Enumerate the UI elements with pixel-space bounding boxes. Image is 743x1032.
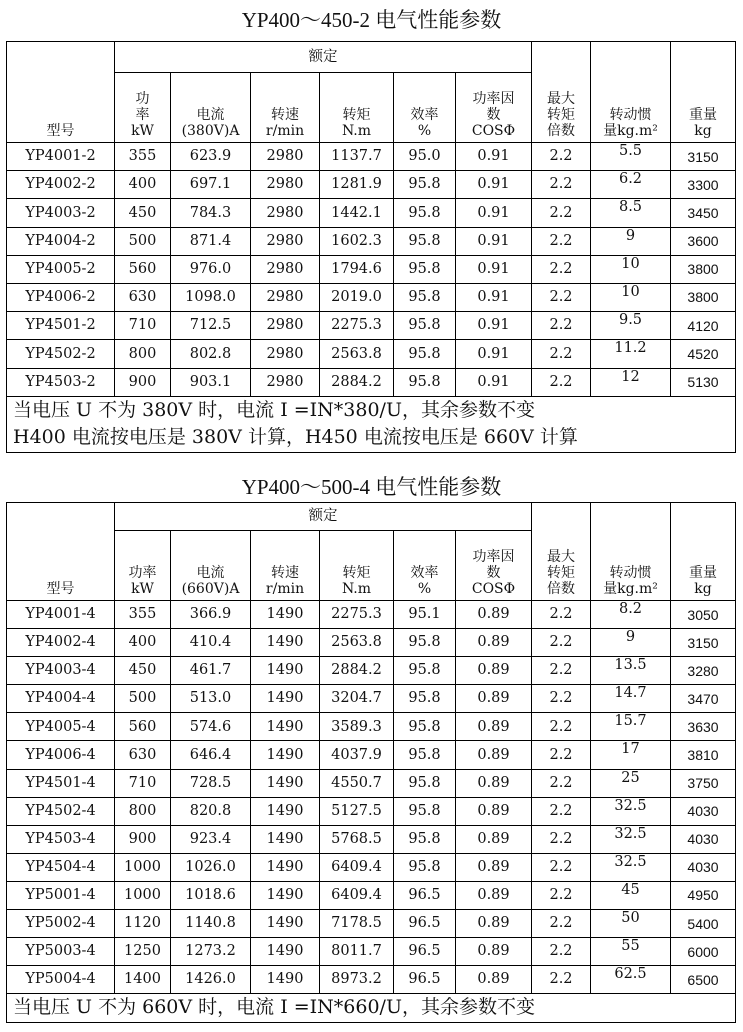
table-cell: 1140.8 bbox=[171, 910, 251, 938]
table-row bbox=[7, 966, 736, 994]
table-cell: 6500 bbox=[671, 966, 736, 994]
table-row bbox=[7, 853, 736, 881]
table-cell: 500 bbox=[115, 685, 171, 713]
header-weight: 重量 kg bbox=[671, 503, 736, 601]
table-cell: 630 bbox=[115, 283, 171, 311]
table-cell: 820.8 bbox=[171, 797, 251, 825]
table-cell: 2.2 bbox=[532, 601, 591, 629]
table-row bbox=[7, 938, 736, 966]
table1-note-1: 当电压 U 不为 380V 时，电流 I =IN*380/U，其余参数不变 bbox=[7, 396, 736, 424]
table-cell: 450 bbox=[115, 657, 171, 685]
table-cell: YP4006-2 bbox=[7, 283, 115, 311]
table-cell: 95.8 bbox=[394, 255, 456, 283]
table-cell: 802.8 bbox=[171, 340, 251, 368]
table-cell: 95.8 bbox=[394, 340, 456, 368]
table-cell: 2.2 bbox=[532, 283, 591, 311]
table-cell: 697.1 bbox=[171, 171, 251, 199]
table-cell: 5130 bbox=[671, 368, 736, 396]
table-cell: 976.0 bbox=[171, 255, 251, 283]
table-cell: 3280 bbox=[671, 657, 736, 685]
table-cell: 0.89 bbox=[456, 685, 532, 713]
table-cell: 3750 bbox=[671, 769, 736, 797]
table-cell: 800 bbox=[115, 797, 171, 825]
table-cell: 1018.6 bbox=[171, 881, 251, 909]
table-cell: 3470 bbox=[671, 685, 736, 713]
table-cell: 1273.2 bbox=[171, 938, 251, 966]
table-cell: 2.2 bbox=[532, 171, 591, 199]
table-cell: 2980 bbox=[251, 255, 320, 283]
table2 bbox=[6, 502, 736, 1023]
table-cell: 2.2 bbox=[532, 797, 591, 825]
table1-body bbox=[7, 143, 736, 397]
header-efficiency: 效率 % bbox=[394, 73, 456, 143]
table-cell: 3630 bbox=[671, 713, 736, 741]
table-cell: 574.6 bbox=[171, 713, 251, 741]
header-rated: 额定 bbox=[115, 503, 532, 531]
table-cell: 1490 bbox=[251, 910, 320, 938]
table-cell: 560 bbox=[115, 713, 171, 741]
table-cell: 1490 bbox=[251, 825, 320, 853]
table-cell: 1400 bbox=[115, 966, 171, 994]
table-cell: 95.8 bbox=[394, 713, 456, 741]
table-cell: 0.89 bbox=[456, 713, 532, 741]
table-cell: 500 bbox=[115, 227, 171, 255]
table-cell: 3150 bbox=[671, 629, 736, 657]
table-cell: 1137.7 bbox=[320, 143, 394, 171]
table-cell: 95.8 bbox=[394, 853, 456, 881]
table-cell: 0.89 bbox=[456, 825, 532, 853]
table-cell: 1098.0 bbox=[171, 283, 251, 311]
table-cell: 2.2 bbox=[532, 340, 591, 368]
header-torque: 转矩 N.m bbox=[320, 531, 394, 601]
table-cell: 95.8 bbox=[394, 797, 456, 825]
table-cell: 2.2 bbox=[532, 825, 591, 853]
table2-body bbox=[7, 601, 736, 994]
table-cell: 5768.5 bbox=[320, 825, 394, 853]
table-cell: 2884.2 bbox=[320, 657, 394, 685]
header-rated: 额定 bbox=[115, 42, 532, 73]
table-cell: 32.5 bbox=[591, 825, 671, 853]
header-model: 型号 bbox=[7, 42, 115, 143]
table-cell: 6409.4 bbox=[320, 853, 394, 881]
table2-title: YP400～500-4 电气性能参数 bbox=[241, 475, 502, 499]
table-cell: 2563.8 bbox=[320, 629, 394, 657]
table-cell: 15.7 bbox=[591, 713, 671, 741]
table-cell: 646.4 bbox=[171, 741, 251, 769]
table-cell: 2.2 bbox=[532, 938, 591, 966]
table-cell: 1026.0 bbox=[171, 853, 251, 881]
table-cell: YP4002-4 bbox=[7, 629, 115, 657]
table-row bbox=[7, 171, 736, 199]
header-speed: 转速 r/min bbox=[251, 531, 320, 601]
table-cell: 12 bbox=[591, 368, 671, 396]
table-cell: 5.5 bbox=[591, 143, 671, 171]
table-cell: 95.8 bbox=[394, 283, 456, 311]
table2-note-1: 当电压 U 不为 660V 时，电流 I =IN*660/U，其余参数不变 bbox=[7, 994, 736, 1023]
table-cell: 2.2 bbox=[532, 853, 591, 881]
header-power-factor: 功率因 数 COSΦ bbox=[456, 531, 532, 601]
table-cell: 2275.3 bbox=[320, 312, 394, 340]
table-cell: 1000 bbox=[115, 881, 171, 909]
table-cell: 2.2 bbox=[532, 368, 591, 396]
table-cell: 1490 bbox=[251, 713, 320, 741]
table-cell: YP4003-2 bbox=[7, 199, 115, 227]
table-cell: 2980 bbox=[251, 171, 320, 199]
table-cell: 2980 bbox=[251, 368, 320, 396]
table-cell: 366.9 bbox=[171, 601, 251, 629]
table-cell: 14.7 bbox=[591, 685, 671, 713]
table-cell: 50 bbox=[591, 910, 671, 938]
table-cell: 3800 bbox=[671, 255, 736, 283]
table-cell: 0.89 bbox=[456, 853, 532, 881]
table-cell: 25 bbox=[591, 769, 671, 797]
table-cell: 871.4 bbox=[171, 227, 251, 255]
table-cell: 2.2 bbox=[532, 227, 591, 255]
table-cell: 623.9 bbox=[171, 143, 251, 171]
table-row bbox=[7, 283, 736, 311]
table1-title: YP400～450-2 电气性能参数 bbox=[241, 8, 502, 32]
table-cell: 9 bbox=[591, 227, 671, 255]
table-cell: 6.2 bbox=[591, 171, 671, 199]
table-cell: YP4006-4 bbox=[7, 741, 115, 769]
table-cell: 95.8 bbox=[394, 227, 456, 255]
table-cell: 2.2 bbox=[532, 713, 591, 741]
table-cell: 2980 bbox=[251, 143, 320, 171]
table-cell: 1794.6 bbox=[320, 255, 394, 283]
table-cell: 6409.4 bbox=[320, 881, 394, 909]
table-cell: 45 bbox=[591, 881, 671, 909]
table-cell: 95.8 bbox=[394, 825, 456, 853]
table-cell: 355 bbox=[115, 143, 171, 171]
header-power: 功率 kW bbox=[115, 531, 171, 601]
table-row bbox=[7, 340, 736, 368]
header-model: 型号 bbox=[7, 503, 115, 601]
table-cell: 10 bbox=[591, 283, 671, 311]
table-cell: 32.5 bbox=[591, 853, 671, 881]
table-cell: 55 bbox=[591, 938, 671, 966]
header-inertia: 转动惯 量kg.m² bbox=[591, 42, 671, 143]
table-cell: 0.91 bbox=[456, 312, 532, 340]
header-power-factor: 功率因 数 COSΦ bbox=[456, 73, 532, 143]
table-cell: 95.8 bbox=[394, 312, 456, 340]
table-cell: YP4504-4 bbox=[7, 853, 115, 881]
table-row bbox=[7, 368, 736, 396]
table-cell: 2.2 bbox=[532, 199, 591, 227]
table-cell: 900 bbox=[115, 825, 171, 853]
table-row bbox=[7, 657, 736, 685]
table-cell: 0.89 bbox=[456, 741, 532, 769]
table-cell: 0.91 bbox=[456, 283, 532, 311]
table-cell: 728.5 bbox=[171, 769, 251, 797]
table-cell: 0.89 bbox=[456, 910, 532, 938]
table-row bbox=[7, 910, 736, 938]
table-cell: YP4002-2 bbox=[7, 171, 115, 199]
table-cell: 4120 bbox=[671, 312, 736, 340]
table-row bbox=[7, 825, 736, 853]
table-cell: 1490 bbox=[251, 601, 320, 629]
table-cell: 1442.1 bbox=[320, 199, 394, 227]
table-cell: 2.2 bbox=[532, 769, 591, 797]
table-cell: 0.89 bbox=[456, 966, 532, 994]
table-cell: 1426.0 bbox=[171, 966, 251, 994]
table-cell: 0.91 bbox=[456, 368, 532, 396]
table-cell: 5400 bbox=[671, 910, 736, 938]
table-cell: 1490 bbox=[251, 881, 320, 909]
table-cell: 710 bbox=[115, 312, 171, 340]
table-cell: 2.2 bbox=[532, 657, 591, 685]
table-cell: 0.89 bbox=[456, 601, 532, 629]
table-cell: YP5001-4 bbox=[7, 881, 115, 909]
table-cell: 0.89 bbox=[456, 797, 532, 825]
header-weight: 重量 kg bbox=[671, 42, 736, 143]
table-cell: 3800 bbox=[671, 283, 736, 311]
table-cell: 10 bbox=[591, 255, 671, 283]
table-cell: 9.5 bbox=[591, 312, 671, 340]
table-cell: 32.5 bbox=[591, 797, 671, 825]
table-cell: 0.89 bbox=[456, 938, 532, 966]
table-cell: 8011.7 bbox=[320, 938, 394, 966]
header-power: 功 率 kW bbox=[115, 73, 171, 143]
table-cell: 7178.5 bbox=[320, 910, 394, 938]
table-cell: 1120 bbox=[115, 910, 171, 938]
table-cell: 2.2 bbox=[532, 881, 591, 909]
table-cell: 710 bbox=[115, 769, 171, 797]
table-cell: 923.4 bbox=[171, 825, 251, 853]
table-cell: 3150 bbox=[671, 143, 736, 171]
table-cell: 2.2 bbox=[532, 966, 591, 994]
table-cell: 1490 bbox=[251, 853, 320, 881]
table-cell: 410.4 bbox=[171, 629, 251, 657]
table-cell: 2884.2 bbox=[320, 368, 394, 396]
table1-note-2: H400 电流按电压是 380V 计算，H450 电流按电压是 660V 计算 bbox=[7, 424, 736, 452]
table-cell: 0.91 bbox=[456, 255, 532, 283]
table-cell: 95.1 bbox=[394, 601, 456, 629]
table-cell: 4030 bbox=[671, 797, 736, 825]
table-cell: YP4501-2 bbox=[7, 312, 115, 340]
table-cell: 13.5 bbox=[591, 657, 671, 685]
table-cell: 95.8 bbox=[394, 171, 456, 199]
table-cell: 450 bbox=[115, 199, 171, 227]
table-cell: YP4005-4 bbox=[7, 713, 115, 741]
table-cell: 95.8 bbox=[394, 199, 456, 227]
table-cell: 8973.2 bbox=[320, 966, 394, 994]
table-cell: 2980 bbox=[251, 283, 320, 311]
table-cell: 400 bbox=[115, 629, 171, 657]
table-cell: 0.89 bbox=[456, 881, 532, 909]
table-row bbox=[7, 143, 736, 171]
table-cell: 2.2 bbox=[532, 685, 591, 713]
table-cell: 96.5 bbox=[394, 910, 456, 938]
table-cell: 3204.7 bbox=[320, 685, 394, 713]
table-cell: 2.2 bbox=[532, 143, 591, 171]
table-cell: 95.8 bbox=[394, 629, 456, 657]
table-cell: 0.89 bbox=[456, 629, 532, 657]
table-cell: 2980 bbox=[251, 312, 320, 340]
table-cell: YP4502-2 bbox=[7, 340, 115, 368]
table-cell: 1250 bbox=[115, 938, 171, 966]
table-cell: YP4501-4 bbox=[7, 769, 115, 797]
table-cell: YP4503-4 bbox=[7, 825, 115, 853]
table-cell: 3300 bbox=[671, 171, 736, 199]
table-cell: 903.1 bbox=[171, 368, 251, 396]
header-current: 电流 (380V)A bbox=[171, 73, 251, 143]
table-cell: 1490 bbox=[251, 797, 320, 825]
table-cell: 5127.5 bbox=[320, 797, 394, 825]
table-cell: 2980 bbox=[251, 199, 320, 227]
table-cell: 1490 bbox=[251, 685, 320, 713]
table-cell: 95.8 bbox=[394, 368, 456, 396]
header-speed: 转速 r/min bbox=[251, 73, 320, 143]
table-cell: 0.89 bbox=[456, 769, 532, 797]
table-cell: 95.8 bbox=[394, 769, 456, 797]
table-cell: 95.8 bbox=[394, 657, 456, 685]
table-cell: 4520 bbox=[671, 340, 736, 368]
table-cell: 2.2 bbox=[532, 629, 591, 657]
table-cell: YP5004-4 bbox=[7, 966, 115, 994]
table-cell: 1281.9 bbox=[320, 171, 394, 199]
table-cell: 95.8 bbox=[394, 741, 456, 769]
table-cell: 784.3 bbox=[171, 199, 251, 227]
table-cell: 1490 bbox=[251, 741, 320, 769]
table-cell: 2019.0 bbox=[320, 283, 394, 311]
table1 bbox=[6, 41, 736, 453]
table-cell: 4030 bbox=[671, 853, 736, 881]
table-cell: YP4004-2 bbox=[7, 227, 115, 255]
table-cell: 2563.8 bbox=[320, 340, 394, 368]
table-cell: 96.5 bbox=[394, 966, 456, 994]
table-row bbox=[7, 769, 736, 797]
table-cell: YP4001-2 bbox=[7, 143, 115, 171]
table-cell: 1000 bbox=[115, 853, 171, 881]
table-row bbox=[7, 255, 736, 283]
table-cell: 2980 bbox=[251, 340, 320, 368]
table-cell: 800 bbox=[115, 340, 171, 368]
table-cell: 2275.3 bbox=[320, 601, 394, 629]
table-row bbox=[7, 797, 736, 825]
table-cell: 8.2 bbox=[591, 601, 671, 629]
table-cell: 3450 bbox=[671, 199, 736, 227]
table-cell: 8.5 bbox=[591, 199, 671, 227]
table-cell: 3810 bbox=[671, 741, 736, 769]
table-cell: 513.0 bbox=[171, 685, 251, 713]
table-row bbox=[7, 629, 736, 657]
header-max-torque: 最大 转矩 倍数 bbox=[532, 503, 591, 601]
table-cell: 2.2 bbox=[532, 312, 591, 340]
table-cell: 0.91 bbox=[456, 171, 532, 199]
table-cell: 0.91 bbox=[456, 227, 532, 255]
table-row bbox=[7, 199, 736, 227]
table-cell: 0.89 bbox=[456, 657, 532, 685]
table-row bbox=[7, 601, 736, 629]
table-cell: YP4004-4 bbox=[7, 685, 115, 713]
header-efficiency: 效率 % bbox=[394, 531, 456, 601]
table-cell: YP5003-4 bbox=[7, 938, 115, 966]
table-cell: 4950 bbox=[671, 881, 736, 909]
table-cell: 3589.3 bbox=[320, 713, 394, 741]
table-cell: 900 bbox=[115, 368, 171, 396]
table-cell: YP5002-4 bbox=[7, 910, 115, 938]
table-cell: 1490 bbox=[251, 657, 320, 685]
table-cell: 1490 bbox=[251, 769, 320, 797]
table-cell: 9 bbox=[591, 629, 671, 657]
table-row bbox=[7, 312, 736, 340]
table-cell: 461.7 bbox=[171, 657, 251, 685]
table-cell: 2.2 bbox=[532, 741, 591, 769]
table-cell: 11.2 bbox=[591, 340, 671, 368]
table-cell: 95.0 bbox=[394, 143, 456, 171]
table-cell: 2980 bbox=[251, 227, 320, 255]
table-row bbox=[7, 685, 736, 713]
table-cell: 1490 bbox=[251, 938, 320, 966]
table-cell: 6000 bbox=[671, 938, 736, 966]
table-cell: 2.2 bbox=[532, 255, 591, 283]
table-row bbox=[7, 741, 736, 769]
table-cell: 96.5 bbox=[394, 881, 456, 909]
table-cell: YP4005-2 bbox=[7, 255, 115, 283]
header-max-torque: 最大 转矩 倍数 bbox=[532, 42, 591, 143]
table-cell: 712.5 bbox=[171, 312, 251, 340]
table-cell: 2.2 bbox=[532, 910, 591, 938]
table-cell: YP4503-2 bbox=[7, 368, 115, 396]
table-cell: 4037.9 bbox=[320, 741, 394, 769]
table-cell: YP4502-4 bbox=[7, 797, 115, 825]
table-cell: 96.5 bbox=[394, 938, 456, 966]
header-torque: 转矩 N.m bbox=[320, 73, 394, 143]
table-cell: 355 bbox=[115, 601, 171, 629]
table-row bbox=[7, 881, 736, 909]
table-row bbox=[7, 713, 736, 741]
table-cell: 400 bbox=[115, 171, 171, 199]
table-row bbox=[7, 227, 736, 255]
table-cell: 1490 bbox=[251, 966, 320, 994]
table-cell: YP4001-4 bbox=[7, 601, 115, 629]
table-cell: 3600 bbox=[671, 227, 736, 255]
header-current: 电流 (660V)A bbox=[171, 531, 251, 601]
table-cell: 0.91 bbox=[456, 340, 532, 368]
table-cell: 17 bbox=[591, 741, 671, 769]
table-cell: 4030 bbox=[671, 825, 736, 853]
table-cell: 95.8 bbox=[394, 685, 456, 713]
table-cell: 4550.7 bbox=[320, 769, 394, 797]
table-cell: 3050 bbox=[671, 601, 736, 629]
table-cell: 560 bbox=[115, 255, 171, 283]
table-cell: 0.91 bbox=[456, 143, 532, 171]
header-inertia: 转动惯 量kg.m² bbox=[591, 503, 671, 601]
table-cell: 0.91 bbox=[456, 199, 532, 227]
table-cell: 1490 bbox=[251, 629, 320, 657]
table-cell: 1602.3 bbox=[320, 227, 394, 255]
table-cell: 630 bbox=[115, 741, 171, 769]
table-cell: YP4003-4 bbox=[7, 657, 115, 685]
table-cell: 62.5 bbox=[591, 966, 671, 994]
